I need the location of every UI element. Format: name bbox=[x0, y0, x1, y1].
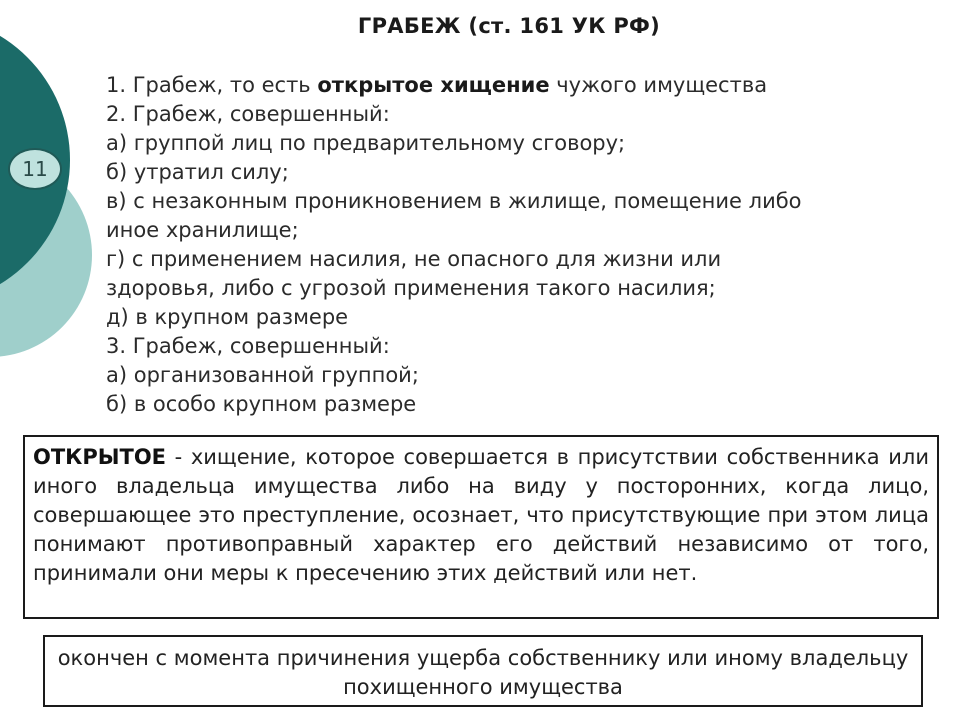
item1-prefix: 1. Грабеж, то есть bbox=[106, 73, 318, 97]
list-item: иное хранилище; bbox=[106, 218, 299, 242]
item1-bold-term: открытое хищение bbox=[317, 73, 550, 97]
list-item: г) с применением насилия, не опасного для жизни или bbox=[106, 247, 722, 271]
list-item: в) с незаконным проникновением в жилище, помещение либо bbox=[106, 189, 802, 213]
completion-note-box bbox=[43, 635, 923, 707]
decorative-circles bbox=[0, 0, 120, 400]
list-item: здоровья, либо с угрозой применения такого насилия; bbox=[106, 276, 716, 300]
item1-suffix: чужого имущества bbox=[549, 73, 768, 97]
list-item: а) группой лиц по предварительному сговору; bbox=[106, 131, 626, 155]
completion-note-text: окончен с момента причинения ущерба собственнику или иному владельцу похищенного имущества bbox=[57, 646, 909, 699]
list-item: 3. Грабеж, совершенный: bbox=[106, 334, 390, 358]
definition-term: ОТКРЫТОЕ bbox=[33, 445, 167, 469]
list-item: 2. Грабеж, совершенный: bbox=[106, 102, 390, 126]
definition-text: - хищение, которое совершается в присутствии собственника или иного владельца имущества либо на виду у посторонних, когда лицо, совершающее это преступление, осознает, что присутствующие при этом лица понимают противоправный характер его действий независимо от того, принимали они меры к пресечению этих действий или нет. bbox=[33, 445, 929, 585]
list-item: б) утратил силу; bbox=[106, 160, 289, 184]
list-item: б) в особо крупном размере bbox=[106, 392, 417, 416]
slide-number-badge bbox=[8, 148, 62, 190]
list-item: а) организованной группой; bbox=[106, 363, 419, 387]
list-item bbox=[106, 71, 906, 100]
list-item: д) в крупном размере bbox=[106, 305, 349, 329]
definition-box bbox=[23, 435, 939, 619]
page-title: ГРАБЕЖ (ст. 161 УК РФ) bbox=[357, 14, 661, 38]
article-items-list bbox=[106, 71, 906, 419]
slide-number: 11 bbox=[22, 157, 48, 181]
